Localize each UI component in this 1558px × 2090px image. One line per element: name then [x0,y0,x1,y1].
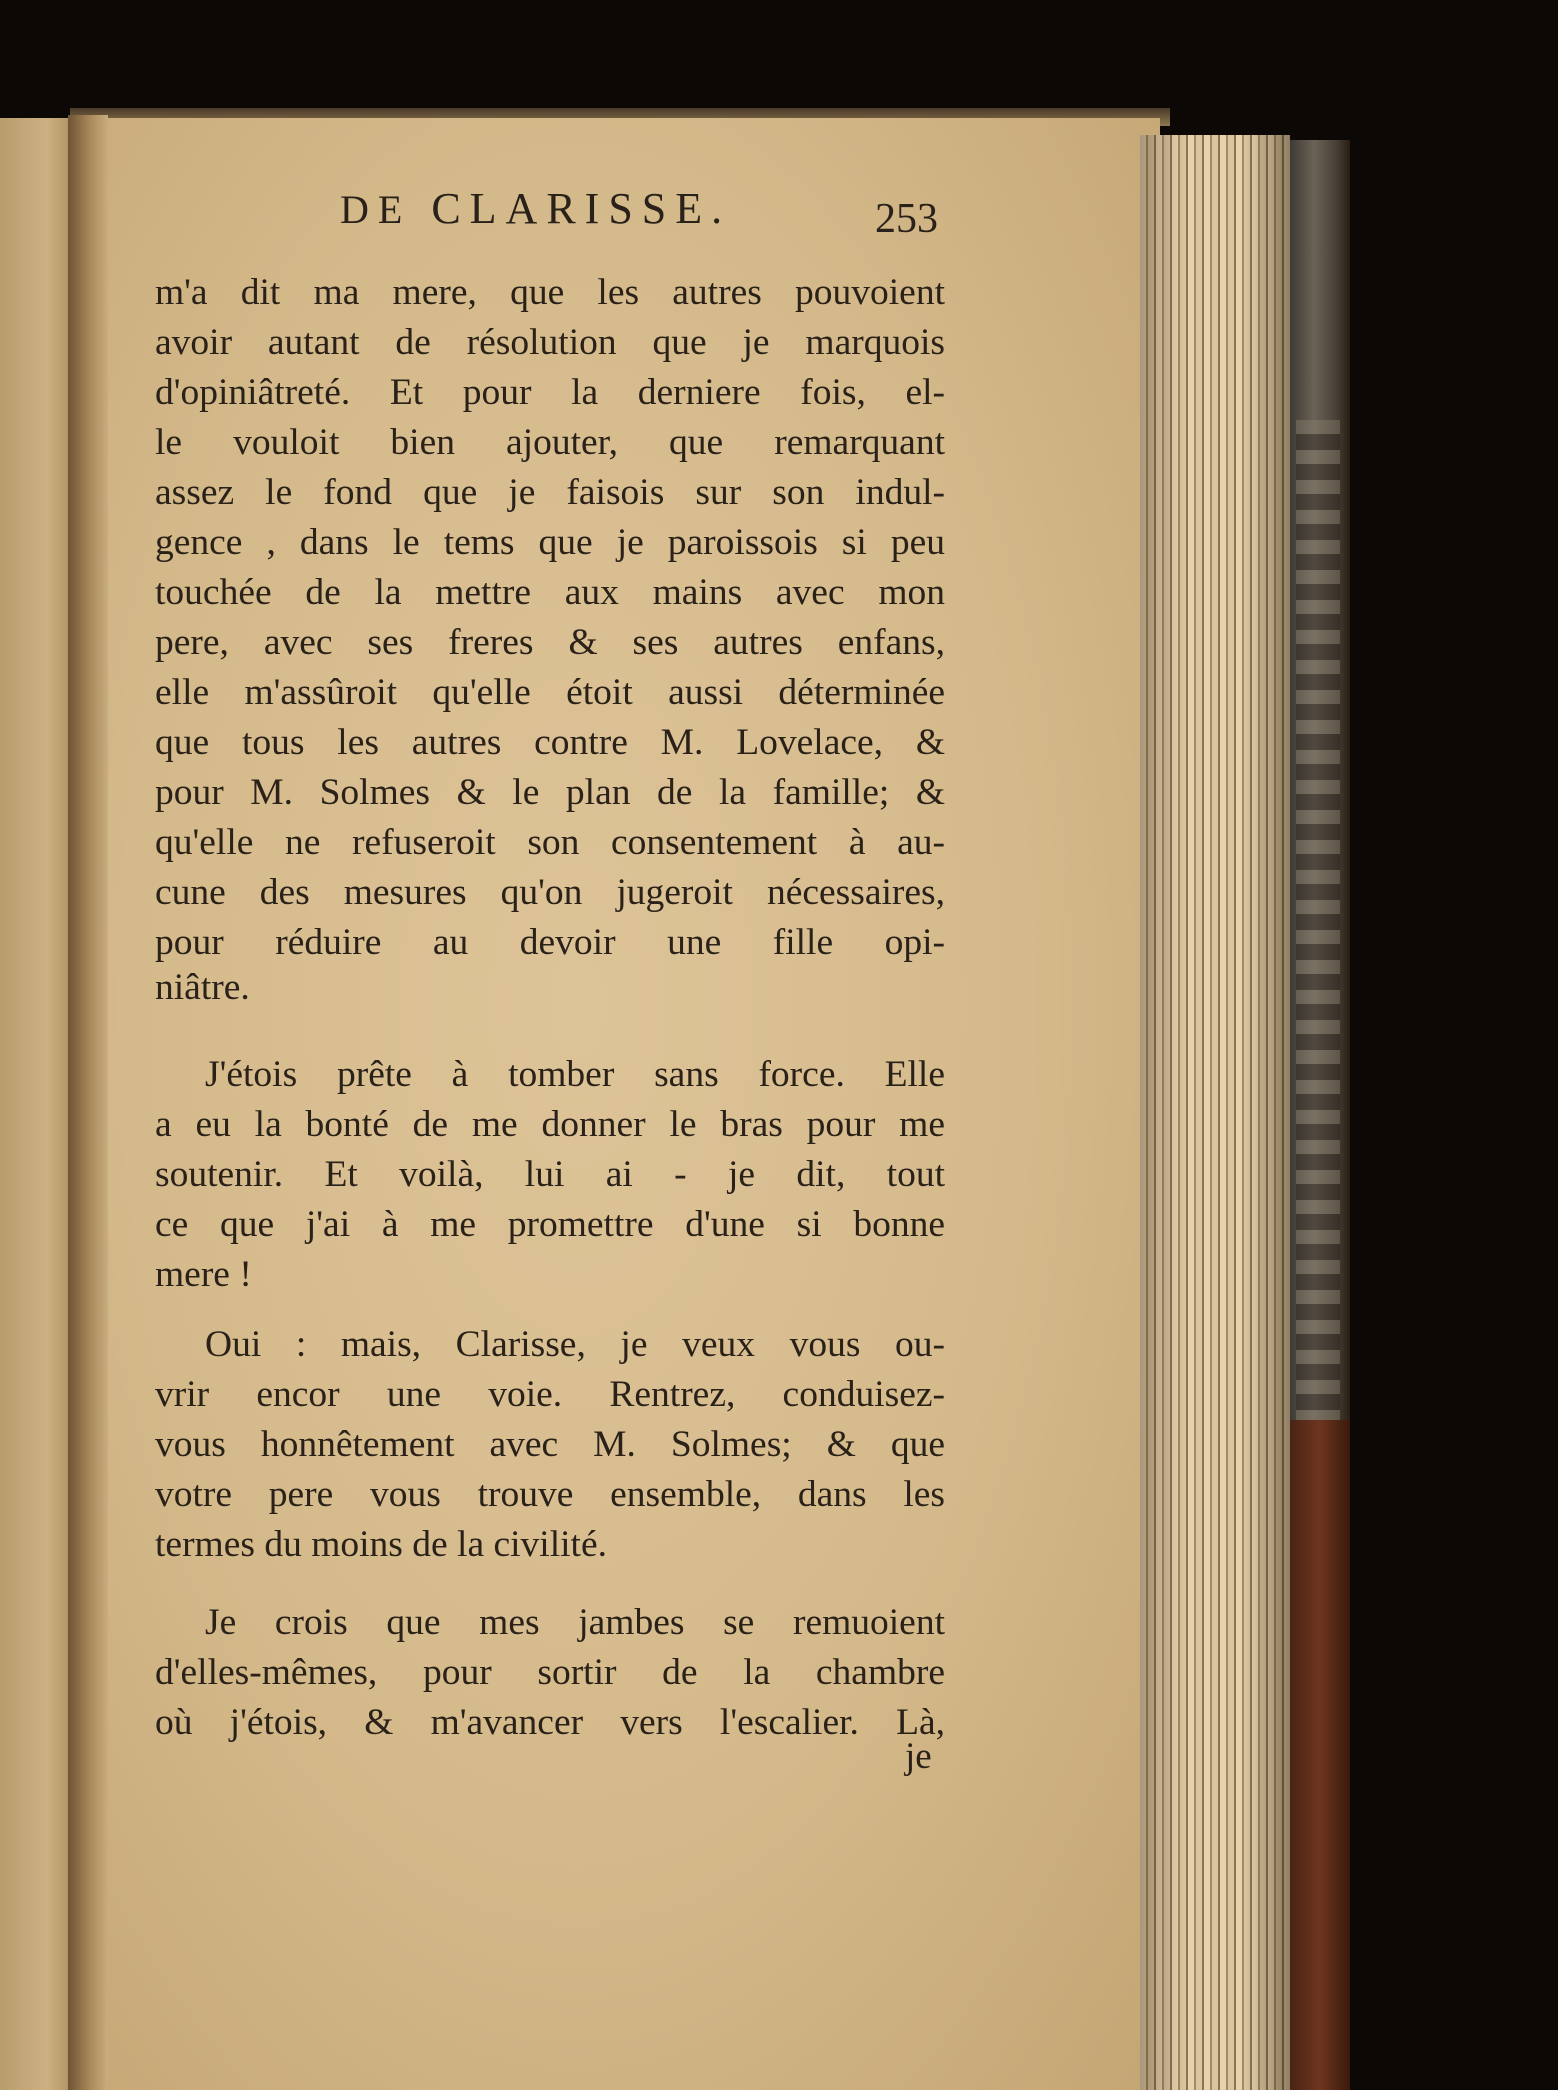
text-line: votre pere vous trouve ensemble, dans les [155,1474,945,1515]
text-line: a eu la bonté de me donner le bras pour me [155,1104,945,1145]
text-line: vous honnêtement avec M. Solmes; & que [155,1424,945,1465]
running-head [340,183,731,234]
text-line: où j'étois, & m'avancer vers l'escalier. Là, [155,1702,945,1743]
text-line: Je crois que mes jambes se remuoient [205,1602,945,1643]
left-page-edge [0,118,78,2090]
catchword: je [905,1736,932,1777]
page-number: 253 [875,196,938,242]
text-line: termes du moins de la civilité. [155,1524,607,1565]
running-head-title: CLARISSE. [431,184,732,233]
text-line: cune des mesures qu'on jugeroit nécessaires, [155,872,945,913]
text-line: Oui : mais, Clarisse, je veux vous ou- [205,1324,945,1365]
book-cover-leather [1290,1420,1350,2090]
text-line: d'elles-mêmes, pour sortir de la chambre [155,1652,945,1693]
text-line: gence , dans le tems que je paroissois si peu [155,522,945,563]
text-line: d'opiniâtreté. Et pour la derniere fois, el- [155,372,945,413]
text-line: pour M. Solmes & le plan de la famille; & [155,772,945,813]
text-line: vrir encor une voie. Rentrez, conduisez- [155,1374,945,1415]
text-line: J'étois prête à tomber sans force. Elle [205,1054,945,1095]
text-line: pour réduire au devoir une fille opi- [155,922,945,963]
text-line: ce que j'ai à me promettre d'une si bonne [155,1204,945,1245]
text-line: avoir autant de résolution que je marquois [155,322,945,363]
text-line: niâtre. [155,967,250,1008]
text-line: touchée de la mettre aux mains avec mon [155,572,945,613]
text-line: le vouloit bien ajouter, que remarquant [155,422,945,463]
text-line: pere, avec ses freres & ses autres enfans, [155,622,945,663]
text-line: assez le fond que je faisois sur son indul- [155,472,945,513]
running-head-prefix: DE [340,187,412,232]
book-cover-mottle [1296,420,1340,1420]
text-line: m'a dit ma mere, que les autres pouvoient [155,272,945,313]
text-line: mere ! [155,1254,252,1295]
text-line: qu'elle ne refuseroit son consentement à au- [155,822,945,863]
book-gutter [68,115,108,2090]
fore-edge-shadow [1140,135,1290,2090]
text-line: que tous les autres contre M. Lovelace, & [155,722,945,763]
text-line: elle m'assûroit qu'elle étoit aussi déterminée [155,672,945,713]
text-line: soutenir. Et voilà, lui ai - je dit, tout [155,1154,945,1195]
